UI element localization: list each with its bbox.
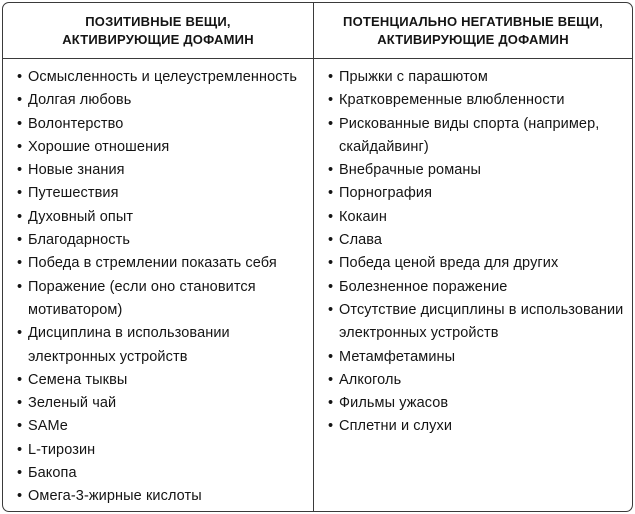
list-item: • Внебрачные романы — [328, 159, 624, 182]
list-item: • Дисциплина в использовании электронных устройств — [17, 322, 305, 369]
negative-column-body — [313, 59, 632, 511]
list-item: • Слава — [328, 229, 624, 252]
list-item: • Долгая любовь — [17, 89, 305, 112]
positive-column-header — [3, 3, 313, 59]
list-item: • L-тирозин — [17, 439, 305, 462]
list-item: • Путешествия — [17, 182, 305, 205]
positive-items-list — [3, 59, 313, 509]
list-item: • Болезненное поражение — [328, 276, 624, 299]
negative-header-line-1: ПОТЕНЦИАЛЬНО НЕГАТИВНЫЕ ВЕЩИ, — [343, 13, 603, 29]
negative-column-header — [313, 3, 632, 59]
list-item: • Зеленый чай — [17, 392, 305, 415]
list-item: • Семена тыквы — [17, 369, 305, 392]
list-item: • Фильмы ужасов — [328, 392, 624, 415]
list-item: • Духовный опыт — [17, 206, 305, 229]
positive-header-line-2: АКТИВИРУЮЩИЕ ДОФАМИН — [62, 31, 254, 47]
list-item: • SAMe — [17, 415, 305, 438]
list-item: • Победа в стремлении показать себя — [17, 252, 305, 275]
list-item: • Рискованные виды спорта (например, скайдайвинг) — [328, 113, 624, 160]
list-item: • Хорошие отношения — [17, 136, 305, 159]
positive-column-body — [3, 59, 313, 511]
list-item: • Волонтерство — [17, 113, 305, 136]
list-item: • Бакопа — [17, 462, 305, 485]
list-item: • Кокаин — [328, 206, 624, 229]
dopamine-comparison-table — [2, 2, 633, 512]
list-item: • Благодарность — [17, 229, 305, 252]
list-item: • Поражение (если оно становится мотиватором) — [17, 276, 305, 323]
list-item: • Сплетни и слухи — [328, 415, 624, 438]
list-item: • Новые знания — [17, 159, 305, 182]
list-item: • Порнография — [328, 182, 624, 205]
positive-header-line-1: ПОЗИТИВНЫЕ ВЕЩИ, — [85, 13, 231, 29]
list-item: • Победа ценой вреда для других — [328, 252, 624, 275]
list-item: • Прыжки с парашютом — [328, 66, 624, 89]
list-item: • Омега-3-жирные кислоты — [17, 485, 305, 508]
list-item: • Осмысленность и целеустремленность — [17, 66, 305, 89]
negative-items-list — [314, 59, 632, 439]
list-item: • Алкоголь — [328, 369, 624, 392]
negative-header-line-2: АКТИВИРУЮЩИЕ ДОФАМИН — [377, 31, 569, 47]
list-item: • Метамфетамины — [328, 346, 624, 369]
list-item: • Отсутствие дисциплины в использовании электронных устройств — [328, 299, 624, 346]
list-item: • Кратковременные влюбленности — [328, 89, 624, 112]
